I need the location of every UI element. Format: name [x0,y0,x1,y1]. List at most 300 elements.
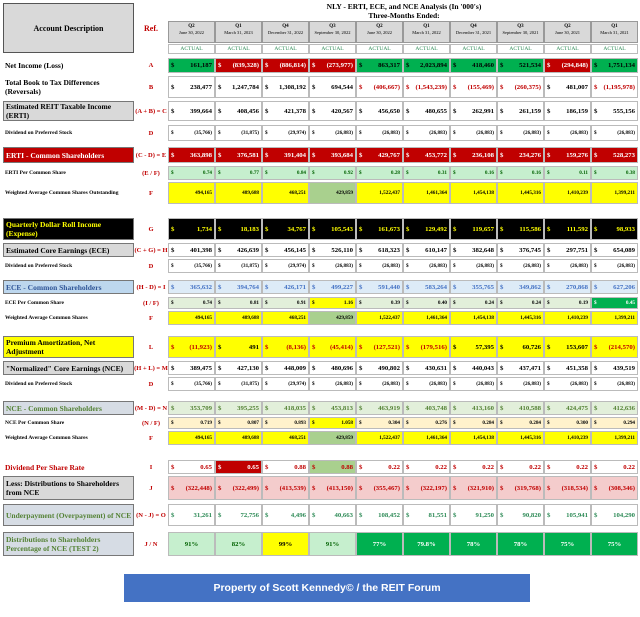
value-cell [497,361,544,375]
cell-value: 0.38 [625,170,635,176]
cell-value: 1,410,239 [567,190,588,196]
quarter-header [544,21,591,43]
value-cell [356,76,403,98]
cell-value: 489,688 [242,190,259,196]
dollar-sign: $ [265,420,268,426]
value-cell [168,147,215,163]
value-cell [497,377,544,391]
value-cell [403,311,450,325]
row-ref: F [149,314,153,322]
cell-value: 0.92 [343,170,353,176]
row-ref: (C + G) = H [134,246,168,254]
dollar-sign: $ [312,62,316,69]
value-cell [497,166,544,180]
value-cell [356,417,403,429]
value-cell [262,218,309,240]
value-cell [356,401,403,415]
cell-value: 78% [466,540,481,548]
dollar-sign: $ [312,364,316,372]
value-cell [309,166,356,180]
cell-value: 186,159 [566,107,588,115]
cell-value: 0.39 [390,300,400,306]
cell-value: 0.16 [484,170,494,176]
dollar-sign: $ [171,511,175,519]
cell-value: 161,673 [378,225,400,233]
value-cell [450,259,497,273]
cell-value: 591,440 [378,283,400,291]
dollar-sign: $ [359,83,363,91]
value-cell [309,218,356,240]
value-cell [544,243,591,257]
value-cell [356,259,403,273]
value-cell [309,361,356,375]
cell-value: 105,941 [566,511,588,519]
dollar-sign: $ [500,151,504,159]
dollar-sign: $ [359,420,362,426]
dollar-sign: $ [453,246,457,254]
value-cell [356,297,403,309]
cell-value: 440,043 [472,364,494,372]
dollar-sign: $ [594,263,597,269]
row-ref: I [149,463,153,471]
value-cell [168,532,215,556]
row-ref: (A + B) = C [135,107,167,115]
value-cell [497,297,544,309]
value-cell [544,58,591,73]
dollar-sign: $ [594,170,597,176]
cell-value: 1,522,437 [379,315,400,321]
dollar-sign: $ [218,463,222,471]
value-cell [309,532,356,556]
cell-value: 1,399,211 [614,435,635,441]
value-cell [591,147,638,163]
row-label: Weighted Average Common Shares [3,431,134,445]
cell-value: 0.294 [623,420,635,426]
actual-label: ACTUAL [168,44,215,54]
cell-value: 610,147 [425,246,447,254]
value-cell [544,259,591,273]
dollar-sign: $ [359,511,363,519]
value-cell [356,101,403,121]
actual-label: ACTUAL [262,44,309,54]
value-cell [168,125,215,141]
value-cell [215,361,262,375]
dollar-sign: $ [312,225,316,233]
row-ref: A [148,62,154,69]
dollar-sign: $ [218,404,222,412]
dollar-sign: $ [594,484,598,492]
dollar-sign: $ [312,130,315,136]
row-label: Weighted Average Common Shares [3,311,134,325]
row-ref: D [148,380,154,388]
cell-value: 448,009 [284,364,306,372]
value-cell [497,76,544,98]
cell-value: (155,469) [467,83,494,91]
cell-value: 1,461,364 [426,315,447,321]
cell-value: 161,187 [190,62,212,69]
dollar-sign: $ [171,246,175,254]
row-label: Estimated REIT Taxable Income (ERTI) [3,101,134,121]
dollar-sign: $ [359,404,363,412]
value-cell [497,243,544,257]
cell-value: (406,667) [373,83,400,91]
value-cell [403,417,450,429]
row-label: Dividend Per Share Rate [3,460,134,474]
quarter-header [215,21,262,43]
dollar-sign: $ [265,463,269,471]
dollar-sign: $ [265,151,269,159]
dollar-sign: $ [218,107,222,115]
value-cell [403,460,450,474]
value-cell [450,101,497,121]
dollar-sign: $ [265,62,269,69]
value-cell [309,377,356,391]
dollar-sign: $ [406,62,410,69]
dollar-sign: $ [265,484,269,492]
dollar-sign: $ [218,484,222,492]
cell-value: (26,883) [382,130,400,136]
dollar-sign: $ [312,246,316,254]
dollar-sign: $ [594,300,597,306]
dollar-sign: $ [453,107,457,115]
cell-value: (26,883) [617,130,635,136]
cell-value: 0.16 [531,170,541,176]
dollar-sign: $ [312,484,316,492]
cell-value: 389,475 [190,364,212,372]
cell-value: (886,814) [279,62,306,69]
dollar-sign: $ [406,300,409,306]
dollar-sign: $ [500,420,503,426]
value-cell [215,401,262,415]
cell-value: 468,251 [289,315,306,321]
value-cell [591,280,638,294]
dollar-sign: $ [500,83,504,91]
dollar-sign: $ [594,225,598,233]
cell-value: 376,745 [519,246,541,254]
cell-value: 421,378 [284,107,306,115]
value-cell [262,297,309,309]
cell-value: 555,156 [613,107,635,115]
quarter-date: March 31, 2023 [224,29,253,35]
account-description-header: Account Description [3,3,134,53]
quarter-date: March 31, 2022 [412,29,441,35]
cell-value: 399,664 [190,107,212,115]
quarter-label: Q2 [188,24,195,29]
value-cell [403,243,450,257]
dollar-sign: $ [406,343,410,351]
value-cell [262,147,309,163]
cell-value: 0.22 [623,463,635,471]
ref-header: Ref. [144,23,158,33]
value-cell [591,76,638,98]
dollar-sign: $ [406,364,410,372]
cell-value: 521,534 [519,62,541,69]
cell-value: 382,648 [472,246,494,254]
cell-value: 297,751 [566,246,588,254]
cell-value: (26,883) [523,381,541,387]
quarter-header [262,21,309,43]
value-cell [262,336,309,358]
value-cell [168,336,215,358]
dollar-sign: $ [359,343,363,351]
dollar-sign: $ [218,511,222,519]
cell-value: 418,035 [284,404,306,412]
value-cell [591,377,638,391]
dollar-sign: $ [359,107,363,115]
value-cell [591,243,638,257]
value-cell [450,297,497,309]
value-cell [356,125,403,141]
dollar-sign: $ [453,62,457,69]
dollar-sign: $ [594,151,598,159]
value-cell [168,504,215,526]
value-cell [262,182,309,204]
cell-value: 395,255 [237,404,259,412]
dollar-sign: $ [406,130,409,136]
value-cell [168,259,215,273]
cell-value: 1.16 [343,300,353,306]
dollar-sign: $ [218,364,222,372]
value-cell [309,336,356,358]
value-cell [262,476,309,500]
value-cell [309,76,356,98]
value-cell [450,76,497,98]
cell-value: 0.45 [625,300,635,306]
dollar-sign: $ [312,463,316,471]
value-cell [356,504,403,526]
cell-value: (413,150) [326,484,353,492]
dollar-sign: $ [265,107,269,115]
quarter-label: Q1 [235,24,242,29]
value-cell [356,280,403,294]
dollar-sign: $ [359,62,363,69]
cell-value: 111,592 [566,225,588,233]
value-cell [309,125,356,141]
cell-value: 0.11 [579,170,588,176]
cell-value: 429,859 [336,435,353,441]
actual-label: ACTUAL [403,44,450,54]
cell-value: 394,764 [237,283,259,291]
value-cell [591,401,638,415]
cell-value: 456,145 [284,246,306,254]
table-title [168,2,640,20]
value-cell [262,417,309,429]
dollar-sign: $ [406,283,410,291]
cell-value: (26,883) [523,263,541,269]
dollar-sign: $ [312,151,316,159]
dollar-sign: $ [453,83,457,91]
cell-value: 0.91 [296,300,306,306]
value-cell [262,532,309,556]
dollar-sign: $ [453,404,457,412]
value-cell [450,401,497,415]
cell-value: 91% [325,540,340,548]
dollar-sign: $ [594,404,598,412]
value-cell [544,476,591,500]
dollar-sign: $ [500,300,503,306]
dollar-sign: $ [312,170,315,176]
cell-value: 494,165 [195,315,212,321]
value-cell [497,476,544,500]
cell-value: 0.88 [294,463,306,471]
value-cell [215,76,262,98]
dollar-sign: $ [406,484,410,492]
value-cell [544,311,591,325]
value-cell [591,431,638,445]
dollar-sign: $ [312,83,316,91]
cell-value: 0.22 [388,463,400,471]
value-cell [215,182,262,204]
quarter-date: March 31, 2021 [600,29,629,35]
cell-value: 489,688 [242,435,259,441]
row-label: Less: Distributions to Shareholders from NCE [3,476,134,500]
cell-value: (26,883) [335,130,353,136]
cell-value: 391,404 [284,151,306,159]
dollar-sign: $ [547,343,551,351]
row-ref: (N / F) [141,419,161,427]
cell-value: 153,607 [566,343,588,351]
value-cell [262,101,309,121]
value-cell [591,476,638,500]
dollar-sign: $ [547,107,551,115]
dollar-sign: $ [265,170,268,176]
value-cell [309,460,356,474]
value-cell [309,311,356,325]
cell-value: 60,726 [522,343,541,351]
dollar-sign: $ [359,225,363,233]
title-line: NLY - ERTI, ECE, and NCE Analysis (In '000's) [326,2,482,11]
value-cell [168,58,215,73]
value-cell [497,401,544,415]
dollar-sign: $ [265,343,269,351]
cell-value: 437,471 [519,364,541,372]
dollar-sign: $ [218,420,221,426]
cell-value: (294,848) [561,62,588,69]
cell-value: 468,251 [289,190,306,196]
dollar-sign: $ [594,511,598,519]
cell-value: 426,171 [284,283,306,291]
cell-value: 4,496 [290,511,306,519]
row-ref: L [148,343,154,351]
dollar-sign: $ [500,107,504,115]
cell-value: 0.276 [435,420,447,426]
dollar-sign: $ [265,404,269,412]
cell-value: 365,632 [190,283,212,291]
value-cell [168,297,215,309]
subtitle-line: Three-Months Ended: [368,11,440,20]
value-cell [403,336,450,358]
dollar-sign: $ [453,511,457,519]
cell-value: (26,883) [335,381,353,387]
cell-value: 439,519 [613,364,635,372]
dollar-sign: $ [547,420,550,426]
dollar-sign: $ [359,463,363,471]
cell-value: (179,516) [420,343,447,351]
value-cell [450,431,497,445]
value-cell [309,280,356,294]
dollar-sign: $ [171,420,174,426]
cell-value: 1,522,437 [379,435,400,441]
cell-value: 1,399,211 [614,315,635,321]
dollar-sign: $ [453,484,457,492]
cell-value: (26,883) [476,381,494,387]
cell-value: (26,883) [523,130,541,136]
value-cell [591,504,638,526]
cell-value: 468,251 [289,435,306,441]
actual-label: ACTUAL [309,44,356,54]
row-ref: (N - J) = O [136,511,166,519]
dollar-sign: $ [171,151,175,159]
value-cell [356,243,403,257]
value-cell [450,243,497,257]
quarter-date: June 30, 2022 [366,29,393,35]
quarter-label: Q1 [611,24,618,29]
row-ref: J [149,484,153,492]
dollar-sign: $ [359,484,363,492]
cell-value: 0.19 [578,300,588,306]
cell-value: 426,639 [237,246,259,254]
dollar-sign: $ [547,62,551,69]
dollar-sign: $ [359,364,363,372]
row-ref: (H - D) = I [136,283,166,291]
cell-value: 78% [513,540,528,548]
dollar-sign: $ [500,62,504,69]
cell-value: (1,543,239) [415,83,447,91]
value-cell [403,147,450,163]
value-cell [591,166,638,180]
dollar-sign: $ [359,130,362,136]
dollar-sign: $ [406,511,410,519]
dollar-sign: $ [406,263,409,269]
actual-label: ACTUAL [356,44,403,54]
dollar-sign: $ [500,246,504,254]
row-ref: (E / F) [142,169,160,177]
row-label: ERTI Per Common Share [3,166,134,180]
quarter-date: September 30, 2022 [314,29,351,35]
value-cell [403,259,450,273]
row-ref: B [148,83,154,91]
dollar-sign: $ [171,62,175,69]
value-cell [497,218,544,240]
cell-value: 104,290 [613,511,635,519]
value-cell [309,504,356,526]
value-cell [215,125,262,141]
cell-value: (273,977) [326,62,353,69]
value-cell [215,218,262,240]
cell-value: 363,898 [190,151,212,159]
row-ref: D [148,262,154,270]
dollar-sign: $ [171,463,175,471]
dollar-sign: $ [406,107,410,115]
value-cell [403,182,450,204]
cell-value: 31,261 [193,511,212,519]
dollar-sign: $ [312,107,316,115]
quarter-label: Q2 [376,24,383,29]
value-cell [215,101,262,121]
cell-value: 18,183 [240,225,259,233]
value-cell [262,311,309,325]
cell-value: 480,655 [425,107,447,115]
value-cell [262,280,309,294]
dollar-sign: $ [265,263,268,269]
cell-value: (26,883) [382,381,400,387]
dollar-sign: $ [406,420,409,426]
value-cell [403,532,450,556]
actual-label: ACTUAL [450,44,497,54]
dollar-sign: $ [265,283,269,291]
cell-value: (29,974) [288,263,306,269]
cell-value: 57,395 [475,343,494,351]
